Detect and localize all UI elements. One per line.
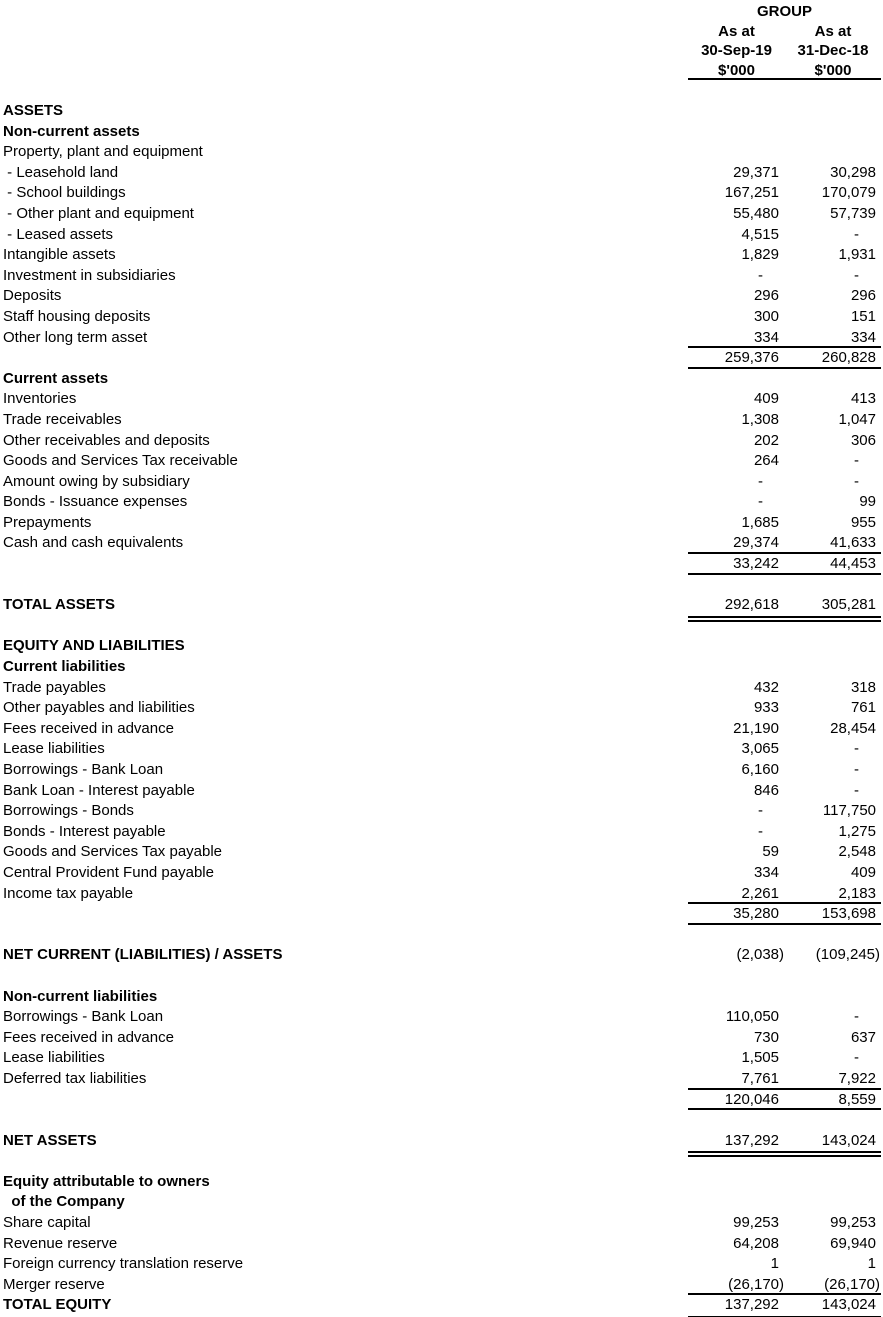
table-row bbox=[0, 431, 883, 452]
value-col1: 137,292 bbox=[724, 1296, 779, 1314]
row-values bbox=[688, 801, 881, 822]
table-row bbox=[0, 513, 883, 534]
table-row bbox=[0, 266, 883, 287]
value-col1: 202 bbox=[753, 431, 779, 449]
value-col2: 955 bbox=[850, 513, 876, 531]
value-col1: 846 bbox=[753, 781, 779, 799]
value-col1: 296 bbox=[753, 287, 779, 305]
table-row bbox=[0, 1007, 883, 1028]
value-col2: - bbox=[854, 225, 859, 243]
row-label: Prepayments bbox=[3, 513, 92, 531]
header-label-spacer bbox=[0, 61, 688, 81]
row-values bbox=[688, 1090, 881, 1111]
value-col2: 143,024 bbox=[821, 1131, 876, 1149]
date-header-row bbox=[0, 41, 883, 61]
table-row bbox=[0, 1234, 883, 1255]
table-row bbox=[0, 781, 883, 802]
row-label: Investment in subsidiaries bbox=[3, 266, 176, 284]
table-row bbox=[0, 163, 883, 184]
row-label: Equity attributable to owners bbox=[3, 1172, 210, 1190]
row-label: Fees received in advance bbox=[3, 1028, 174, 1046]
table-row bbox=[0, 225, 883, 246]
table-row bbox=[0, 904, 883, 925]
row-values bbox=[688, 1131, 881, 1152]
row-values bbox=[688, 101, 881, 122]
value-col1: - bbox=[758, 802, 763, 820]
value-col2 bbox=[785, 142, 881, 163]
row-values bbox=[688, 987, 881, 1008]
value-col1: - bbox=[758, 822, 763, 840]
value-col1: 1,685 bbox=[741, 513, 779, 531]
value-col2: 8,559 bbox=[838, 1090, 876, 1108]
spacer-row bbox=[0, 575, 883, 596]
value-col1 bbox=[688, 657, 785, 678]
value-col2 bbox=[785, 657, 881, 678]
row-label: Borrowings - Bank Loan bbox=[3, 1008, 164, 1026]
row-values bbox=[688, 945, 881, 966]
row-values bbox=[688, 1254, 881, 1275]
value-col2: 305,281 bbox=[821, 596, 876, 614]
value-col2 bbox=[785, 101, 881, 122]
row-label: TOTAL EQUITY bbox=[3, 1296, 112, 1314]
value-col1: 7,761 bbox=[741, 1069, 779, 1087]
value-col2: 117,750 bbox=[822, 802, 876, 820]
row-values bbox=[688, 1275, 881, 1296]
spacer-row bbox=[0, 966, 883, 987]
value-col2: 260,828 bbox=[821, 349, 876, 367]
value-col2: - bbox=[854, 1049, 859, 1067]
value-col1 bbox=[688, 369, 785, 390]
row-label: Income tax payable bbox=[3, 884, 134, 902]
row-values bbox=[688, 328, 881, 349]
row-label: Deposits bbox=[3, 287, 62, 305]
row-values bbox=[688, 266, 881, 287]
table-row bbox=[0, 1254, 883, 1275]
row-label: Goods and Services Tax payable bbox=[3, 843, 223, 861]
spacer-row bbox=[0, 925, 883, 946]
row-values bbox=[688, 204, 881, 225]
value-col2: 2,548 bbox=[838, 843, 876, 861]
value-col1: 137,292 bbox=[724, 1131, 779, 1149]
table-row bbox=[0, 348, 883, 369]
row-label: Goods and Services Tax receivable bbox=[3, 452, 238, 470]
table-row bbox=[0, 142, 883, 163]
table-row bbox=[0, 472, 883, 493]
value-col2 bbox=[785, 1192, 881, 1213]
value-col1: 334 bbox=[753, 328, 779, 346]
row-values bbox=[688, 554, 881, 575]
row-values bbox=[688, 348, 881, 369]
table-row bbox=[0, 533, 883, 554]
value-col1 bbox=[688, 122, 785, 143]
row-label bbox=[0, 904, 688, 925]
row-label: Lease liabilities bbox=[3, 740, 105, 758]
section-header-row bbox=[0, 636, 883, 657]
value-col2: - bbox=[854, 740, 859, 758]
row-values bbox=[688, 863, 881, 884]
table-row bbox=[0, 1048, 883, 1069]
table-row bbox=[0, 389, 883, 410]
row-label: Other long term asset bbox=[3, 328, 148, 346]
row-values bbox=[688, 183, 881, 204]
value-col1 bbox=[688, 636, 785, 657]
table-header bbox=[0, 0, 883, 80]
table-row bbox=[0, 595, 883, 616]
row-label: Share capital bbox=[3, 1214, 91, 1232]
section-header-row bbox=[0, 369, 883, 390]
value-col2: - bbox=[854, 761, 859, 778]
value-col1: 4,515 bbox=[741, 225, 779, 243]
value-col2: 7,922 bbox=[838, 1069, 876, 1087]
value-col2: 334 bbox=[850, 328, 876, 346]
table-row bbox=[0, 492, 883, 513]
value-col1: 730 bbox=[753, 1028, 779, 1046]
row-values bbox=[688, 533, 881, 554]
section-header-row bbox=[0, 1172, 883, 1193]
row-values bbox=[688, 307, 881, 328]
table-row bbox=[0, 822, 883, 843]
value-col2 bbox=[785, 636, 881, 657]
row-label bbox=[0, 348, 688, 369]
row-values bbox=[688, 513, 881, 534]
row-label: Borrowings - Bonds bbox=[3, 802, 134, 820]
value-col2: 69,940 bbox=[830, 1234, 876, 1252]
value-col2: 306 bbox=[850, 431, 876, 449]
row-label bbox=[0, 554, 688, 575]
row-label: - Leasehold land bbox=[3, 163, 119, 181]
table-row bbox=[0, 801, 883, 822]
table-row bbox=[0, 678, 883, 699]
value-col2: 409 bbox=[850, 863, 876, 881]
table-row bbox=[0, 884, 883, 905]
section-header-row bbox=[0, 101, 883, 122]
row-values bbox=[688, 760, 881, 781]
col2-unit-label: $'000 bbox=[814, 61, 852, 79]
value-col1: 409 bbox=[753, 390, 779, 408]
table-row bbox=[0, 554, 883, 575]
row-values bbox=[688, 492, 881, 513]
unit-header-row bbox=[0, 61, 883, 81]
col1-as-at-label: As at bbox=[718, 22, 755, 40]
row-values bbox=[688, 1007, 881, 1028]
row-label: Bank Loan - Interest payable bbox=[3, 781, 195, 799]
row-label: Current liabilities bbox=[3, 658, 126, 676]
row-label: Central Provident Fund payable bbox=[3, 863, 214, 881]
row-label: Deferred tax liabilities bbox=[3, 1069, 147, 1087]
value-col2: 99 bbox=[859, 493, 876, 511]
group-label: GROUP bbox=[756, 3, 812, 20]
unit-header-values bbox=[688, 61, 881, 81]
row-values bbox=[688, 142, 881, 163]
value-col2: 637 bbox=[850, 1028, 876, 1046]
row-label: Revenue reserve bbox=[3, 1234, 118, 1252]
row-values bbox=[688, 657, 881, 678]
value-col1: 2,261 bbox=[741, 884, 779, 902]
row-label: EQUITY AND LIABILITIES bbox=[3, 637, 185, 655]
row-values bbox=[688, 286, 881, 307]
value-col2: - bbox=[854, 781, 859, 799]
value-col2: 1,047 bbox=[838, 410, 876, 428]
value-col1: 264 bbox=[753, 452, 779, 470]
value-col1: - bbox=[758, 266, 763, 284]
table-row bbox=[0, 760, 883, 781]
value-col1: 167,251 bbox=[724, 184, 779, 202]
table-row bbox=[0, 1275, 883, 1296]
table-row bbox=[0, 451, 883, 472]
row-values bbox=[688, 122, 881, 143]
as-at-header-values bbox=[688, 22, 881, 42]
table-row bbox=[0, 1028, 883, 1049]
row-values bbox=[688, 781, 881, 802]
value-col2: 1,931 bbox=[838, 246, 876, 264]
value-col1: 1 bbox=[770, 1255, 779, 1273]
header-label-spacer bbox=[0, 41, 688, 61]
row-values bbox=[688, 1028, 881, 1049]
value-col1: 35,280 bbox=[733, 905, 779, 923]
table-row bbox=[0, 1131, 883, 1152]
date-header-values bbox=[688, 41, 881, 61]
row-label: NET ASSETS bbox=[3, 1131, 97, 1149]
table-row bbox=[0, 307, 883, 328]
value-col2: 30,298 bbox=[830, 163, 876, 181]
value-col1: - bbox=[758, 493, 763, 511]
row-label: Trade receivables bbox=[3, 410, 122, 428]
value-col2: 153,698 bbox=[821, 905, 876, 923]
row-values bbox=[688, 842, 881, 863]
col1-date-label: 30-Sep-19 bbox=[701, 42, 772, 59]
table-row bbox=[0, 204, 883, 225]
row-label: Intangible assets bbox=[3, 246, 116, 264]
value-col2: 1 bbox=[867, 1255, 876, 1273]
table-row bbox=[0, 739, 883, 760]
value-col1: 99,253 bbox=[733, 1214, 779, 1232]
value-col1: (2,038) bbox=[736, 946, 784, 964]
value-col2: 44,453 bbox=[830, 555, 876, 573]
row-values bbox=[688, 369, 881, 390]
section-header-row bbox=[0, 987, 883, 1008]
table-row bbox=[0, 410, 883, 431]
table-row bbox=[0, 328, 883, 349]
value-col2: 57,739 bbox=[830, 204, 876, 222]
value-col1: 933 bbox=[753, 699, 779, 717]
value-col2: 28,454 bbox=[830, 719, 876, 737]
row-label: NET CURRENT (LIABILITIES) / ASSETS bbox=[3, 946, 283, 964]
row-label: Property, plant and equipment bbox=[3, 143, 203, 161]
value-col2: 318 bbox=[850, 678, 876, 696]
row-label: Non-current liabilities bbox=[3, 987, 158, 1005]
table-row bbox=[0, 1090, 883, 1111]
col1-unit-label: $'000 bbox=[718, 61, 755, 79]
value-col2: 761 bbox=[850, 699, 876, 717]
value-col1 bbox=[688, 101, 785, 122]
row-values bbox=[688, 163, 881, 184]
value-col1 bbox=[688, 1172, 785, 1193]
row-label: Non-current assets bbox=[3, 122, 140, 140]
section-header-row bbox=[0, 657, 883, 678]
row-values bbox=[688, 410, 881, 431]
value-col1: 334 bbox=[753, 863, 779, 881]
row-label: - School buildings bbox=[3, 184, 126, 202]
report-body bbox=[0, 101, 883, 1316]
table-row bbox=[0, 245, 883, 266]
row-label: Trade payables bbox=[3, 678, 106, 696]
as-at-header-row bbox=[0, 22, 883, 42]
row-label: Borrowings - Bank Loan bbox=[3, 761, 164, 778]
row-values bbox=[688, 884, 881, 905]
row-values bbox=[688, 595, 881, 616]
value-col2: - bbox=[854, 1008, 859, 1026]
row-label bbox=[0, 1090, 688, 1111]
value-col1 bbox=[688, 987, 785, 1008]
value-col2: 151 bbox=[850, 307, 876, 325]
value-col2: - bbox=[854, 266, 859, 284]
value-col1: 59 bbox=[762, 843, 779, 861]
value-col2: 1,275 bbox=[838, 822, 876, 840]
value-col1: - bbox=[758, 472, 763, 490]
row-label: Merger reserve bbox=[3, 1275, 105, 1293]
group-header-row bbox=[0, 2, 883, 22]
row-values bbox=[688, 1295, 881, 1316]
value-col1: 29,371 bbox=[733, 163, 779, 181]
row-values bbox=[688, 225, 881, 246]
row-label: Staff housing deposits bbox=[3, 307, 151, 325]
row-label: - Other plant and equipment bbox=[3, 204, 194, 222]
value-col2 bbox=[785, 122, 881, 143]
value-col1: 300 bbox=[753, 307, 779, 325]
value-col2: 99,253 bbox=[830, 1214, 876, 1232]
value-col1: (26,170) bbox=[728, 1275, 784, 1293]
group-header-values bbox=[688, 2, 881, 22]
row-values bbox=[688, 822, 881, 843]
value-col1: 259,376 bbox=[724, 349, 779, 367]
row-label: - Leased assets bbox=[3, 225, 114, 243]
section-header-row bbox=[0, 122, 883, 143]
col2-as-at-label: As at bbox=[814, 22, 852, 40]
row-values bbox=[688, 1172, 881, 1193]
value-col1: 1,308 bbox=[741, 410, 779, 428]
row-label: Bonds - Interest payable bbox=[3, 822, 166, 840]
row-values bbox=[688, 1192, 881, 1213]
value-col1: 1,505 bbox=[741, 1049, 779, 1067]
table-row bbox=[0, 286, 883, 307]
value-col2: 2,183 bbox=[838, 884, 876, 902]
row-values bbox=[688, 739, 881, 760]
value-col2: 41,633 bbox=[830, 534, 876, 552]
value-col1: 110,050 bbox=[725, 1008, 779, 1026]
row-values bbox=[688, 1234, 881, 1255]
section-header-row bbox=[0, 1192, 883, 1213]
row-label: Bonds - Issuance expenses bbox=[3, 493, 188, 511]
row-values bbox=[688, 698, 881, 719]
value-col2: 143,024 bbox=[821, 1296, 876, 1314]
value-col1: 292,618 bbox=[724, 596, 779, 614]
row-label: Amount owing by subsidiary bbox=[3, 472, 190, 490]
value-col2: 413 bbox=[850, 390, 876, 408]
row-label: Lease liabilities bbox=[3, 1049, 105, 1067]
row-values bbox=[688, 904, 881, 925]
value-col2: (109,245) bbox=[815, 946, 880, 964]
row-values bbox=[688, 636, 881, 657]
table-row bbox=[0, 1069, 883, 1090]
value-col1: 1,829 bbox=[741, 246, 779, 264]
row-values bbox=[688, 245, 881, 266]
value-col2: - bbox=[854, 472, 859, 490]
header-label-spacer bbox=[0, 2, 688, 22]
row-values bbox=[688, 1213, 881, 1234]
value-col1: 120,046 bbox=[724, 1090, 779, 1108]
col2-date-label: 31-Dec-18 bbox=[797, 42, 869, 59]
value-col1: 29,374 bbox=[733, 534, 779, 552]
value-col2: 170,079 bbox=[821, 184, 876, 202]
value-col2: 296 bbox=[850, 287, 876, 305]
value-col1 bbox=[688, 1192, 785, 1213]
table-row bbox=[0, 1295, 883, 1316]
row-values bbox=[688, 451, 881, 472]
table-row bbox=[0, 183, 883, 204]
row-values bbox=[688, 1048, 881, 1069]
row-label: TOTAL ASSETS bbox=[3, 596, 115, 614]
table-row bbox=[0, 945, 883, 966]
table-row bbox=[0, 1213, 883, 1234]
row-label: ASSETS bbox=[3, 102, 64, 119]
row-values bbox=[688, 431, 881, 452]
row-values bbox=[688, 719, 881, 740]
row-label: Fees received in advance bbox=[3, 719, 174, 737]
row-values bbox=[688, 389, 881, 410]
header-label-spacer bbox=[0, 22, 688, 42]
row-values bbox=[688, 472, 881, 493]
table-row bbox=[0, 863, 883, 884]
row-values bbox=[688, 1069, 881, 1090]
spacer-row bbox=[0, 1110, 883, 1131]
row-label: Cash and cash equivalents bbox=[3, 534, 184, 552]
value-col1: 64,208 bbox=[733, 1234, 779, 1252]
value-col1: 33,242 bbox=[733, 555, 779, 573]
row-label: of the Company bbox=[3, 1193, 125, 1211]
value-col2 bbox=[785, 987, 881, 1008]
row-values bbox=[688, 678, 881, 699]
value-col1: 432 bbox=[753, 678, 779, 696]
table-row bbox=[0, 719, 883, 740]
value-col2: (26,170) bbox=[824, 1275, 880, 1293]
row-label: Other receivables and deposits bbox=[3, 431, 210, 449]
value-col2 bbox=[785, 1172, 881, 1193]
row-label: Other payables and liabilities bbox=[3, 699, 195, 717]
row-label: Foreign currency translation reserve bbox=[3, 1255, 244, 1273]
row-label: Current assets bbox=[3, 369, 109, 387]
value-col1: 6,160 bbox=[741, 761, 779, 778]
value-col1 bbox=[688, 142, 785, 163]
value-col2 bbox=[785, 369, 881, 390]
value-col2: - bbox=[854, 452, 859, 470]
table-row bbox=[0, 842, 883, 863]
row-label: Inventories bbox=[3, 390, 77, 408]
value-col1: 3,065 bbox=[741, 740, 779, 758]
table-row bbox=[0, 698, 883, 719]
value-col1: 55,480 bbox=[733, 204, 779, 222]
value-col1: 21,190 bbox=[733, 719, 779, 737]
